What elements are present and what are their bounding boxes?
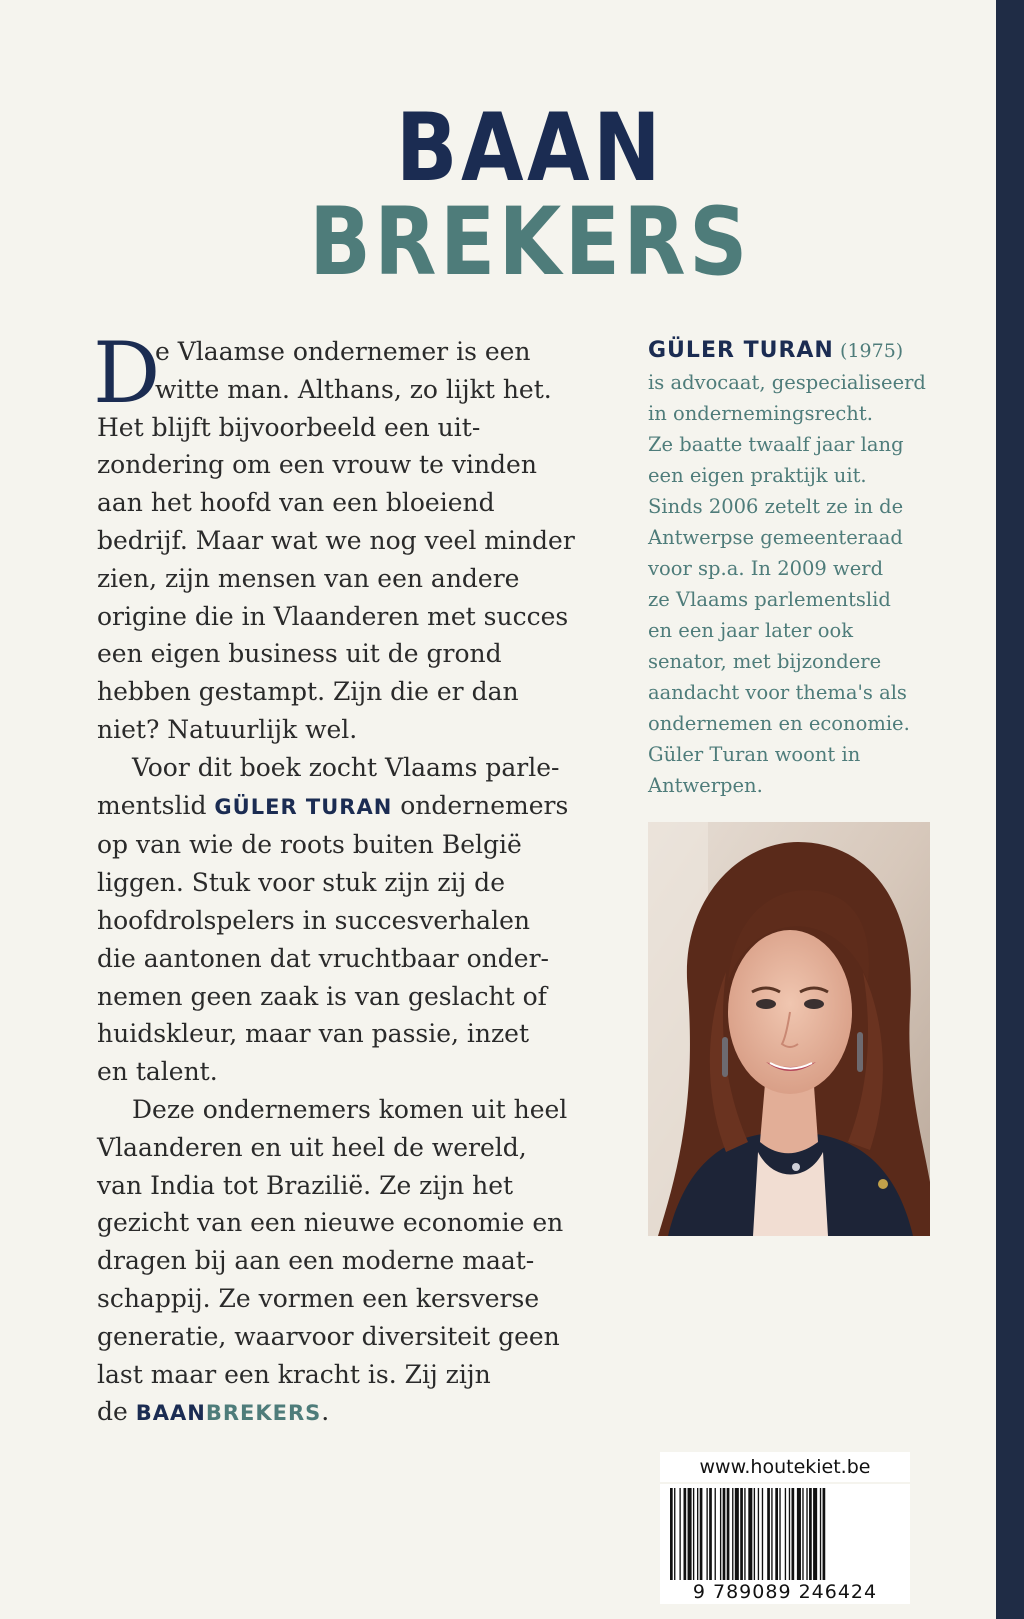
blurb-line-text: mentslid xyxy=(97,790,215,820)
blurb-line-text: de xyxy=(97,1397,136,1427)
blurb-line: Het blijft bijvoorbeeld een uit- xyxy=(97,412,481,442)
bio-author-name: GÜLER TURAN xyxy=(648,338,834,363)
blurb-line: een eigen business uit de grond xyxy=(97,639,502,669)
blurb-line-text: e Vlaamse ondernemer is een xyxy=(155,337,531,366)
blurb-line: Deze ondernemers komen uit heel xyxy=(132,1094,568,1124)
isbn-number: 9 789089 246424 xyxy=(660,1580,910,1604)
blurb-line-text: . xyxy=(321,1397,330,1427)
closing-brekers: BREKERS xyxy=(205,1401,322,1426)
blurb-line: hoofdrolspelers in succesverhalen xyxy=(97,905,530,935)
blurb-line: schappij. Ze vormen een kersverse xyxy=(97,1283,540,1313)
book-spine-edge xyxy=(996,0,1024,1619)
blurb-line: niet? Natuurlijk wel. xyxy=(97,714,358,744)
blurb-line-text: ondernemers xyxy=(392,790,569,820)
bio-line: een eigen praktijk uit. xyxy=(648,464,867,487)
blurb-line: en talent. xyxy=(97,1057,218,1087)
blurb-paragraph-2 xyxy=(97,749,597,1091)
bio-line: is advocaat, gespecialiseerd xyxy=(648,371,926,394)
bio-line: Antwerpen. xyxy=(648,774,763,797)
blurb-line: last maar een kracht is. Zij zijn xyxy=(97,1359,491,1389)
bio-line: Ze baatte twaalf jaar lang xyxy=(648,433,904,456)
bio-heading xyxy=(648,335,948,367)
blurb-line: op van wie de roots buiten België xyxy=(97,830,522,860)
bio-line: ondernemen en economie. xyxy=(648,712,910,735)
blurb-line: origine die in Vlaanderen met succes xyxy=(97,601,569,631)
blurb-line: hebben gestampt. Zijn die er dan xyxy=(97,677,519,707)
blurb-line: liggen. Stuk voor stuk zijn zij de xyxy=(97,868,505,898)
blurb-line: aan het hoofd van een bloeiend xyxy=(97,488,495,518)
bio-line: senator, met bijzondere xyxy=(648,650,882,673)
drop-cap: D xyxy=(93,324,161,422)
title-line-brekers: BREKERS xyxy=(309,188,751,297)
blurb-line: Voor dit boek zocht Vlaams parle- xyxy=(132,752,560,782)
bio-birth-year: (1975) xyxy=(840,340,904,362)
publisher-website: www.houtekiet.be xyxy=(660,1452,910,1482)
title-line-baan: BAAN xyxy=(395,94,665,203)
bio-line: Güler Turan woont in xyxy=(648,743,861,766)
blurb-line: die aantonen dat vruchtbaar onder- xyxy=(97,943,549,973)
isbn-barcode xyxy=(660,1484,910,1604)
bio-line: en een jaar later ook xyxy=(648,619,854,642)
bio-line: aandacht voor thema's als xyxy=(648,681,907,704)
blurb-text xyxy=(93,324,597,1433)
blurb-line: nemen geen zaak is van geslacht of xyxy=(97,981,547,1011)
bio-line: in ondernemingsrecht. xyxy=(648,402,873,425)
blurb-paragraph-3 xyxy=(97,1091,597,1433)
blurb-line: dragen bij aan een moderne maat- xyxy=(97,1246,535,1276)
blurb-line: generatie, waarvoor diversiteit geen xyxy=(97,1321,560,1351)
bio-line: ze Vlaams parlementslid xyxy=(648,588,891,611)
blurb-line: huidskleur, maar van passie, inzet xyxy=(97,1019,530,1049)
bio-line: Sinds 2006 zetelt ze in de xyxy=(648,495,904,518)
bio-line: voor sp.a. In 2009 werd xyxy=(648,557,884,580)
blurb-line: zien, zijn mensen van een andere xyxy=(97,563,520,593)
author-name-inline: GÜLER TURAN xyxy=(214,794,393,819)
blurb-line: van India tot Brazilië. Ze zijn het xyxy=(97,1170,514,1200)
blurb-closing-line xyxy=(97,1393,597,1433)
blurb-line: gezicht van een nieuwe economie en xyxy=(97,1208,564,1238)
blurb-line: Vlaanderen en uit heel de wereld, xyxy=(97,1132,527,1162)
barcode-graphic xyxy=(660,1484,910,1584)
author-portrait-photo xyxy=(648,822,930,1236)
blurb-line: bedrijf. Maar wat we nog veel minder xyxy=(97,525,575,555)
blurb-line xyxy=(97,787,597,827)
blurb-line: zondering om een vrouw te vinden xyxy=(97,450,537,480)
author-bio xyxy=(648,335,948,801)
blurb-paragraph-1 xyxy=(93,324,597,749)
closing-baan: BAAN xyxy=(135,1401,206,1426)
bio-line: Antwerpse gemeenteraad xyxy=(648,526,903,549)
blurb-line: witte man. Althans, zo lijkt het. xyxy=(155,374,552,404)
